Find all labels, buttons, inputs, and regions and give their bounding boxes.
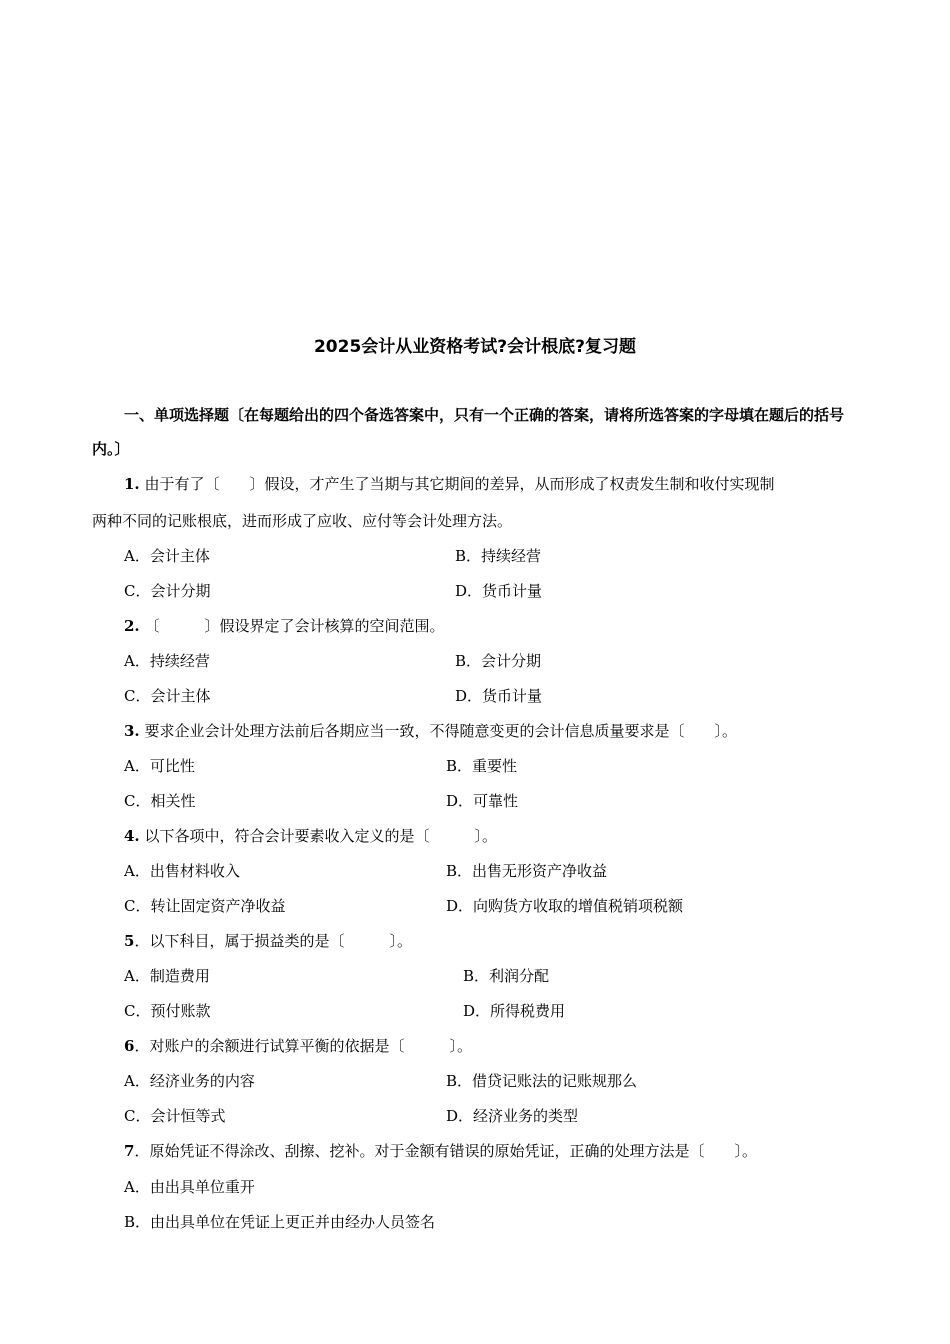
question-text: 以下各项中，符合会计要素收入定义的是〔 〕。 bbox=[144, 827, 497, 845]
option-a: A．制造费用 bbox=[124, 967, 210, 985]
option-d: D．经济业务的类型 bbox=[446, 1107, 579, 1125]
option-d: D．向购货方收取的增值税销项税额 bbox=[446, 897, 684, 915]
question-number: 3. bbox=[124, 722, 140, 740]
question-text: 由于有了〔 〕假设，才产生了当期与其它期间的差异，从而形成了权责发生制和收付实现制 bbox=[144, 475, 775, 493]
question-text: 〔 〕假设界定了会计核算的空间范围。 bbox=[144, 617, 445, 635]
option-c: C．转让固定资产净收益 bbox=[124, 897, 286, 915]
question-6 bbox=[124, 1036, 472, 1056]
option-b: B．由出具单位在凭证上更正并由经办人员签名 bbox=[124, 1213, 436, 1231]
question-7 bbox=[124, 1141, 757, 1161]
question-number: 1. bbox=[124, 475, 140, 493]
question-3 bbox=[124, 721, 737, 741]
question-number: 4. bbox=[124, 827, 140, 845]
question-number: 7 bbox=[124, 1142, 135, 1160]
option-b: B．出售无形资产净收益 bbox=[446, 862, 608, 880]
question-1 bbox=[124, 474, 774, 494]
page-title: 2025会计从业资格考试?会计根底?复习题 bbox=[313, 337, 637, 357]
question-5 bbox=[124, 931, 412, 951]
option-d: D．可靠性 bbox=[446, 792, 519, 810]
question-1-continuation: 两种不同的记账根底，进而形成了应收、应付等会计处理方法。 bbox=[92, 512, 513, 530]
question-2 bbox=[124, 616, 444, 636]
option-d: D．所得税费用 bbox=[463, 1002, 566, 1020]
question-number: 6 bbox=[124, 1037, 135, 1055]
option-a: A．出售材料收入 bbox=[124, 862, 240, 880]
option-d: D．货币计量 bbox=[455, 582, 543, 600]
option-b: B．借贷记账法的记账规那么 bbox=[446, 1072, 638, 1090]
question-text: 要求企业会计处理方法前后各期应当一致，不得随意变更的会计信息质量要求是〔 〕。 bbox=[144, 722, 737, 740]
option-a: A．可比性 bbox=[124, 757, 195, 775]
option-b: B．重要性 bbox=[446, 757, 518, 775]
question-number: 2. bbox=[124, 617, 140, 635]
option-a: A．经济业务的内容 bbox=[124, 1072, 255, 1090]
question-text: ．原始凭证不得涂改、刮擦、挖补。对于金额有错误的原始凭证，正确的处理方法是〔 〕。 bbox=[134, 1142, 757, 1160]
option-c: C．会计主体 bbox=[124, 687, 211, 705]
section-heading: 一、单项选择题〔在每题给出的四个备选答案中，只有一个正确的答案，请将所选答案的字母填在题后的括号内。〕 bbox=[92, 406, 845, 458]
option-a: A．会计主体 bbox=[124, 547, 210, 565]
option-a: A．由出具单位重开 bbox=[124, 1178, 255, 1196]
question-number: 5 bbox=[124, 932, 135, 950]
option-c: C．会计分期 bbox=[124, 582, 211, 600]
option-c: C．相关性 bbox=[124, 792, 196, 810]
option-b: B．会计分期 bbox=[455, 652, 542, 670]
option-a: A．持续经营 bbox=[124, 652, 210, 670]
option-b: B．利润分配 bbox=[463, 967, 550, 985]
option-d: D．货币计量 bbox=[455, 687, 543, 705]
option-c: C．会计恒等式 bbox=[124, 1107, 226, 1125]
question-text: ．以下科目，属于损益类的是〔 〕。 bbox=[134, 932, 412, 950]
option-b: B．持续经营 bbox=[455, 547, 542, 565]
question-4 bbox=[124, 826, 497, 846]
question-text: ．对账户的余额进行试算平衡的依据是〔 〕。 bbox=[134, 1037, 472, 1055]
option-c: C．预付账款 bbox=[124, 1002, 211, 1020]
